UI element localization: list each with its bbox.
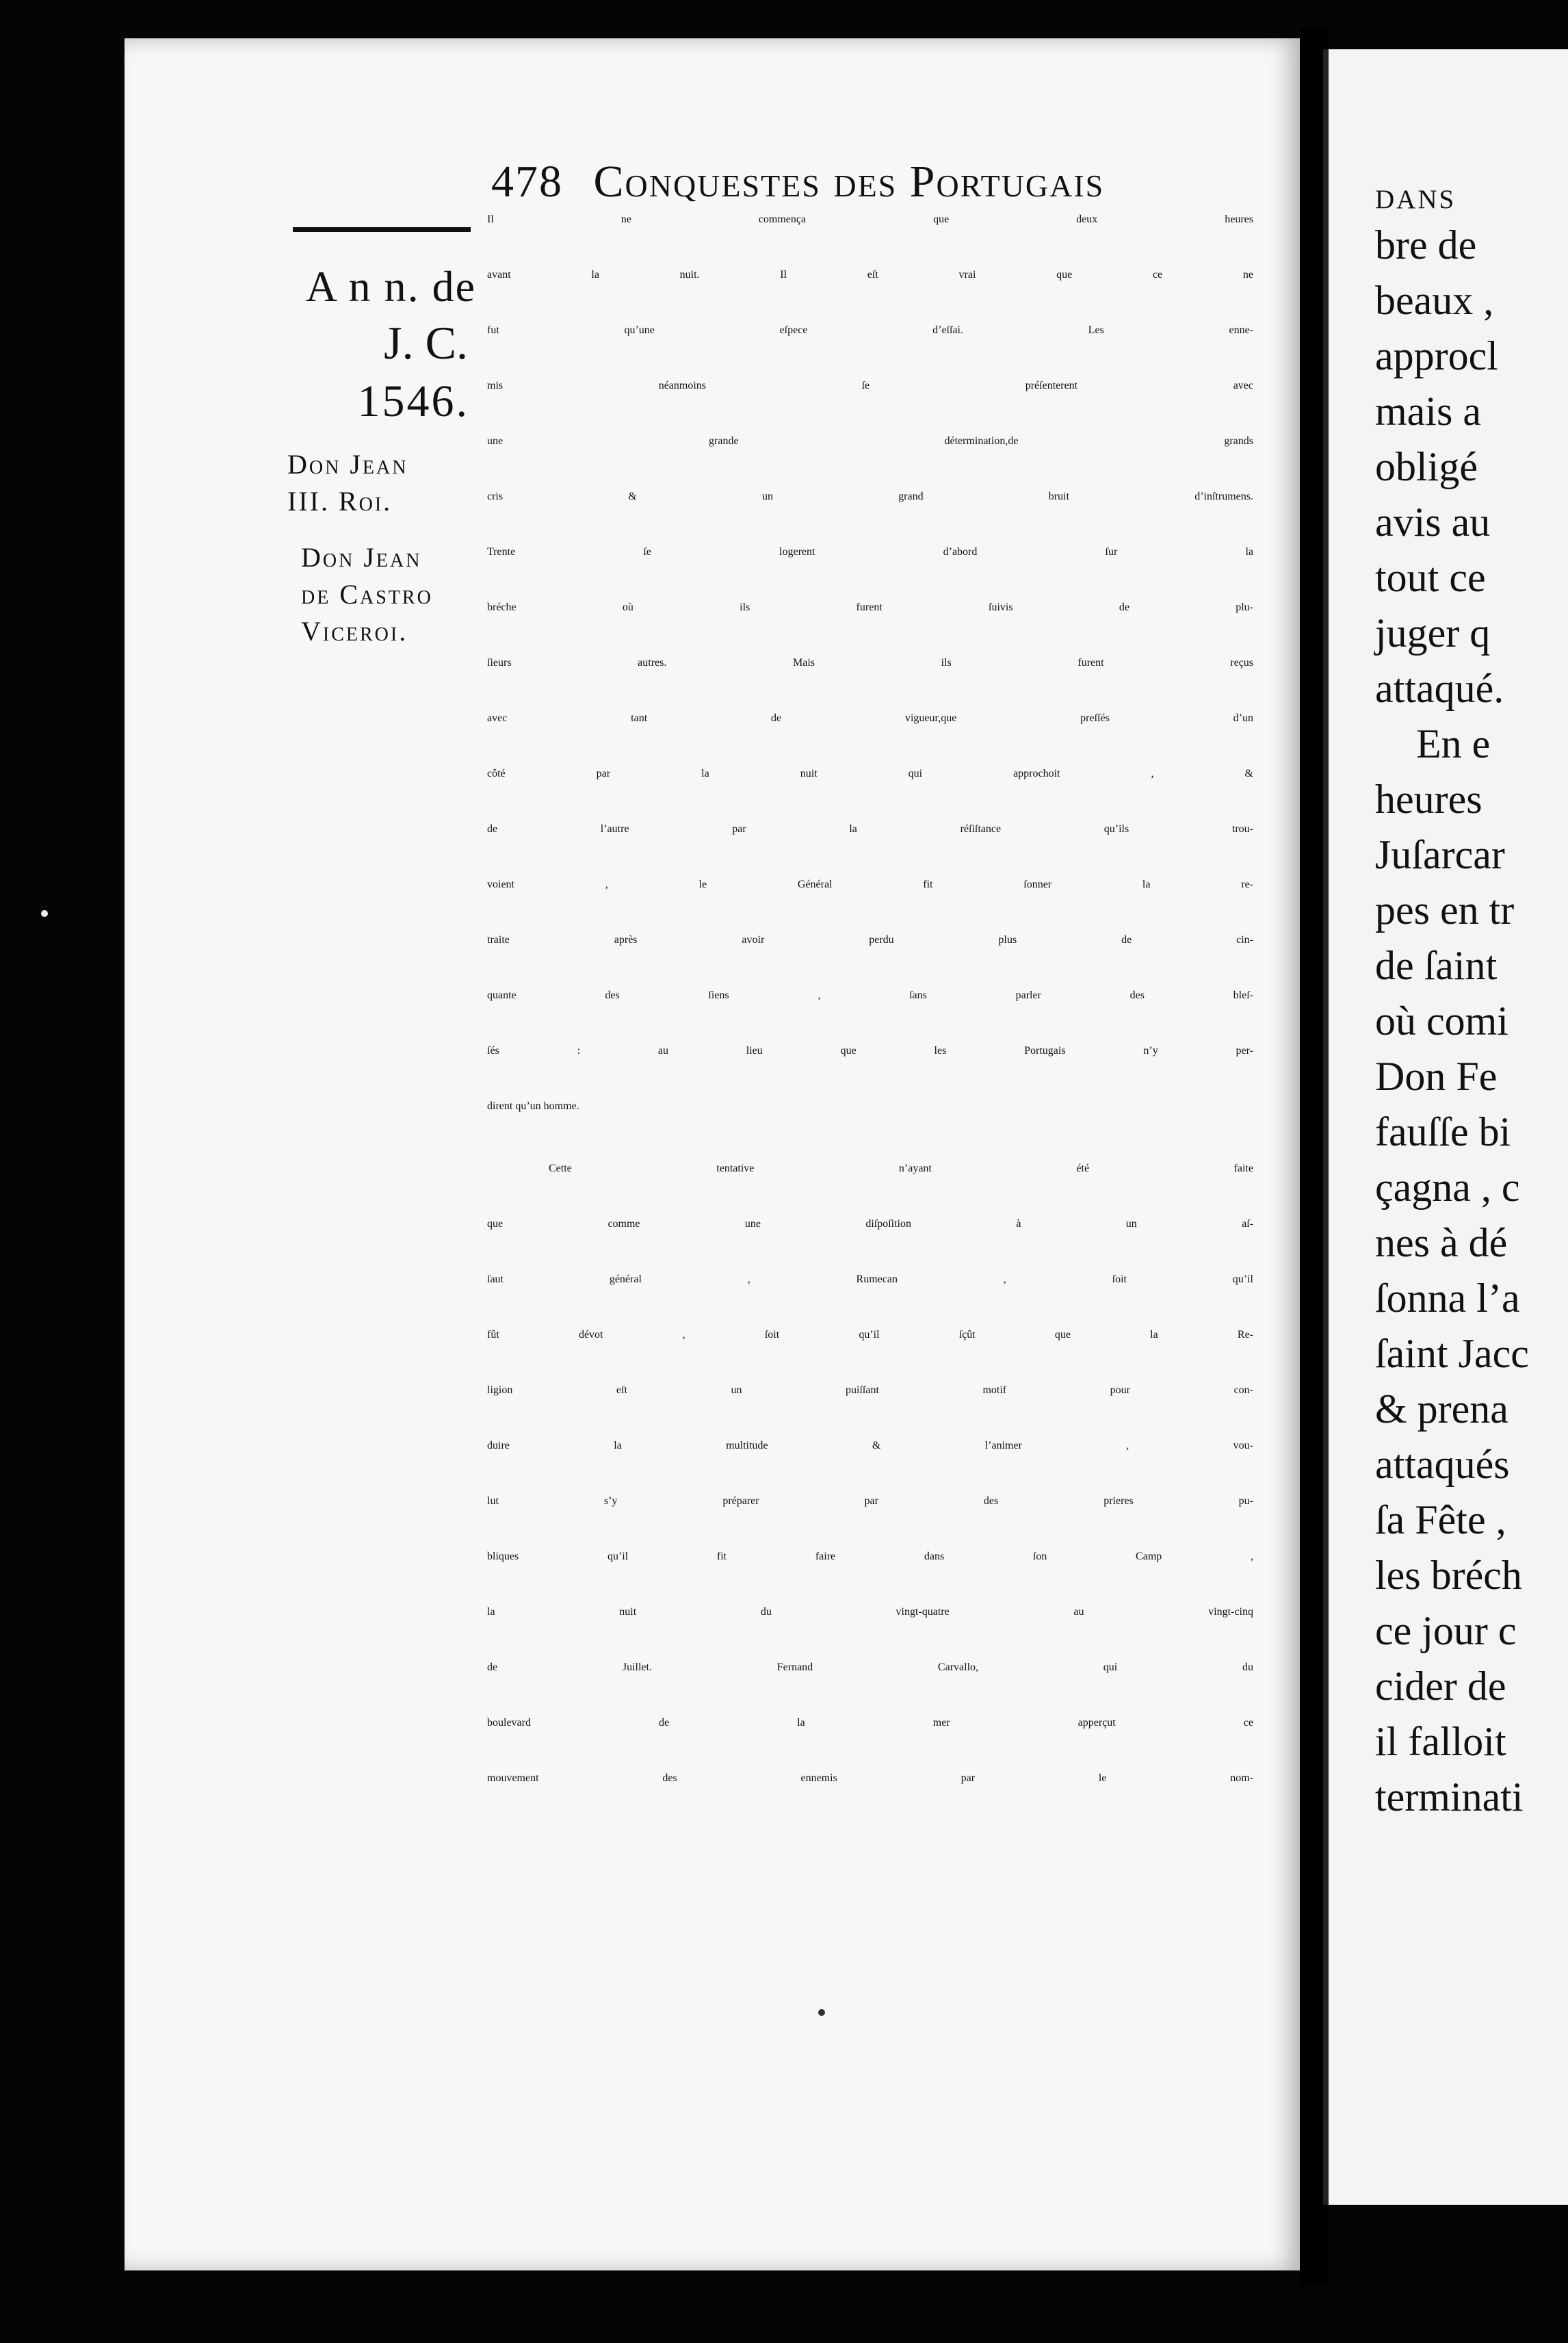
era-label: J. C. [384, 317, 468, 369]
facing-line: ce jour c [1375, 1608, 1517, 1653]
text-line: traite après avoir perdu plus de cin- [487, 934, 1253, 946]
margin-note-line: III. Roi. [287, 486, 393, 517]
text-line: ligion eſt un puiſſant motif pour con- [487, 1384, 1253, 1396]
year-value: 1546. [357, 376, 469, 426]
running-header [491, 156, 1104, 208]
facing-line: çagna , c [1375, 1165, 1520, 1210]
text-line: Il ne commença que deux heures [487, 213, 1253, 225]
text-line: bréche où ils furent ſuivis de plu- [487, 601, 1253, 613]
margin-note-viceroy [274, 539, 476, 650]
paragraph-gap [487, 1156, 1253, 1163]
text-line: de Juillet. Fernand Carvallo, qui du [487, 1661, 1253, 1673]
text-line: de l’autre par la réſiſtance qu’ils trou- [487, 823, 1253, 835]
margin-note-line: Viceroi. [301, 616, 408, 647]
text-line: dirent qu’un homme. [487, 1100, 579, 1112]
running-title: Conquestes des Portugais [593, 157, 1105, 207]
text-line: mouvement des ennemis par le nom- [487, 1772, 1253, 1784]
facing-line: pes en tr [1375, 888, 1515, 933]
text-line: Cette tentative n’ayant été faite [549, 1163, 1253, 1174]
facing-line: tout ce [1375, 555, 1486, 600]
facing-line: de ſaint [1375, 943, 1498, 988]
text-line: cris & un grand bruit d’inſtrumens. [487, 491, 1253, 502]
paragraph-2 [487, 1163, 1253, 1828]
facing-line: terminati [1375, 1774, 1524, 1820]
facing-line: bre de [1375, 222, 1477, 268]
ink-speck [818, 2009, 825, 2016]
page-edge [1323, 49, 1329, 2205]
page-number: 478 [491, 157, 563, 207]
facing-line: ſaint Jacc [1375, 1331, 1529, 1376]
facing-page-text [1375, 164, 1568, 1825]
text-line: voient , le Général fit ſonner la re- [487, 879, 1253, 890]
facing-line: obligé [1375, 444, 1478, 489]
text-line: la nuit du vingt-quatre au vingt-cinq [487, 1606, 1253, 1618]
facing-line: & prena [1375, 1386, 1508, 1432]
text-line: avec tant de vigueur,que preſſés d’un [487, 712, 1253, 724]
text-line: bliques qu’il fit faire dans ſon Camp , [487, 1551, 1253, 1562]
facing-line: En e [1416, 721, 1491, 766]
facing-line: mais a [1375, 389, 1481, 434]
text-line: ſaut général , Rumecan , ſoit qu’il [487, 1273, 1253, 1285]
text-line: ſieurs autres. Mais ils furent reçus [487, 657, 1253, 669]
text-line: duire la multitude & l’animer , vou- [487, 1440, 1253, 1451]
facing-line: il falloit [1375, 1719, 1506, 1764]
body-text [487, 213, 1253, 1828]
text-line: fut qu’une eſpece d’eſſai. Les enne- [487, 324, 1253, 336]
text-line: boulevard de la mer apperçut ce [487, 1717, 1253, 1729]
year-label: A n n. de [305, 262, 476, 311]
margin-note-line: Don Jean [301, 542, 422, 573]
facing-line: attaqué. [1375, 666, 1504, 711]
facing-line: Juſarcar [1375, 832, 1505, 877]
facing-line: heures [1375, 777, 1482, 822]
text-line: lut s’y préparer par des prieres pu- [487, 1495, 1253, 1507]
facing-running-head: dans [1375, 174, 1456, 217]
facing-line: juger q [1375, 610, 1491, 656]
text-line: mis néanmoins ſe préſenterent avec [487, 380, 1253, 391]
margin-note-king [274, 446, 476, 520]
margin-note-line: de Castro [301, 579, 433, 610]
facing-line: ſa Fête , [1375, 1497, 1506, 1542]
text-line: avant la nuit. Il eſt vrai que ce ne [487, 269, 1253, 281]
facing-line: cider de [1375, 1664, 1506, 1709]
facing-line: ſonna l’a [1375, 1276, 1520, 1321]
margin-rule [293, 227, 471, 232]
facing-line: Don Fe [1375, 1054, 1498, 1099]
text-line: que comme une diſpoſition à un aſ- [487, 1218, 1253, 1230]
facing-line: où comi [1375, 998, 1508, 1044]
text-line: ſés : au lieu que les Portugais n’y per- [487, 1045, 1253, 1057]
facing-line: nes à dé [1375, 1220, 1508, 1265]
paragraph-1 [487, 213, 1253, 1156]
facing-line: avis au [1375, 500, 1491, 545]
text-line: Trente ſe logerent d’abord ſur la [487, 546, 1253, 558]
facing-line: attaqués [1375, 1442, 1510, 1487]
text-line: fût dévot , ſoit qu’il ſçût que la Re- [487, 1329, 1253, 1341]
text-line: côté par la nuit qui approchoit , & [487, 768, 1253, 779]
margin-notes [274, 260, 476, 650]
facing-line: fauſſe bi [1375, 1109, 1511, 1154]
margin-note-line: Don Jean [287, 449, 408, 480]
text-line: une grande détermination,de grands [487, 435, 1253, 447]
facing-line: beaux , [1375, 278, 1494, 323]
scan-speck [41, 910, 48, 917]
facing-line: approcl [1375, 333, 1498, 378]
text-line: quante des ſiens , ſans parler des bleſ- [487, 989, 1253, 1001]
facing-line: les bréch [1375, 1553, 1522, 1598]
